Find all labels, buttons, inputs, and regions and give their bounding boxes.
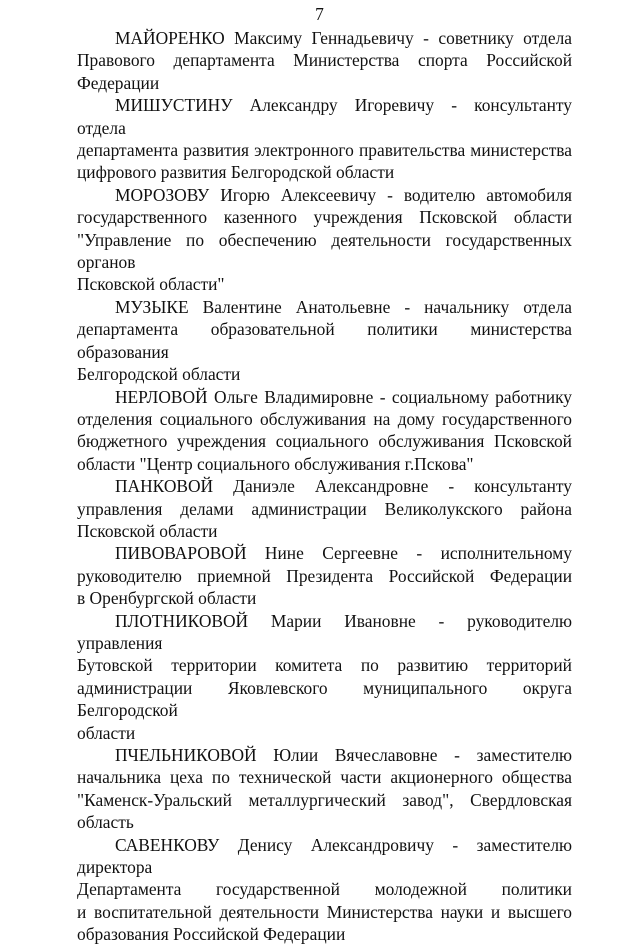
entry-line: МОРОЗОВУ Игорю Алексеевичу - водителю автомобиля — [115, 184, 572, 205]
entry-line: бюджетного учреждения социального обслуживания Псковской — [77, 431, 572, 452]
entry-line: САВЕНКОВУ Денису Александровичу - заместителю директора — [77, 834, 572, 878]
page-number: 7 — [315, 4, 324, 24]
entry-line: департамента образовательной политики министерства образования — [77, 319, 572, 362]
entry-line: цифрового развития Белгородской области — [77, 162, 395, 183]
entry-line: Белгородской области — [77, 364, 241, 385]
entry-line: и воспитательной деятельности Министерства науки и высшего — [77, 901, 572, 922]
entry-line: администрации Яковлевского муниципального округа Белгородской — [77, 677, 572, 721]
entry-line: управления делами администрации Великолукского района — [77, 498, 572, 519]
entry-muzyka — [77, 296, 572, 386]
entry-line: Псковской области" — [77, 274, 225, 295]
entry-line: ПИВОВАРОВОЙ Нине Сергеевне - исполнительному — [115, 543, 572, 564]
entry-morozov — [77, 184, 572, 296]
entry-line: ПЧЕЛЬНИКОВОЙ Юлии Вячеславовне - заместителю — [115, 745, 572, 765]
entry-line: образования Российской Федерации — [77, 924, 346, 945]
entry-line: начальника цеха по технической части акционерного общества — [77, 767, 572, 788]
entry-line: государственного казенного учреждения Псковской области — [77, 207, 572, 228]
entry-savenkov — [77, 834, 572, 946]
document-body — [77, 27, 572, 946]
entry-line: Федерации — [77, 72, 160, 93]
entry-line: департамента развития электронного правительства министерства — [77, 140, 572, 161]
entry-line: руководителю приемной Президента Российской Федерации — [77, 565, 572, 586]
entry-line: "Каменск-Уральский металлургический завод", Свердловская область — [77, 789, 572, 833]
entry-line: МИШУСТИНУ Александру Игоревичу - консультанту отдела — [77, 95, 572, 138]
entry-pchelnikova — [77, 744, 572, 834]
entry-line: МАЙОРЕНКО Максиму Геннадьевичу - советнику отдела — [115, 28, 572, 48]
entry-line: МУЗЫКЕ Валентине Анатольевне - начальнику отдела — [115, 296, 572, 317]
entry-line: ПЛОТНИКОВОЙ Марии Ивановне - руководителю управления — [77, 610, 572, 653]
entry-line: области — [77, 722, 136, 743]
entry-mayorenko — [77, 27, 572, 94]
entry-line: Псковской области — [77, 520, 218, 541]
entry-line: НЕРЛОВОЙ Ольге Владимировне - социальному работнику — [115, 386, 572, 407]
entry-line: Правового департамента Министерства спорта Российской — [77, 50, 572, 71]
entry-nerlova — [77, 386, 572, 476]
entry-line: ПАНКОВОЙ Даниэле Александровне - консультанту — [115, 476, 572, 497]
entry-line: "Управление по обеспечению деятельности государственных органов — [77, 229, 572, 273]
entry-pivovarova — [77, 542, 572, 609]
entry-line: Департамента государственной молодежной политики — [77, 879, 572, 900]
entry-line: области "Центр социального обслуживания г.Пскова" — [77, 453, 474, 474]
entry-line: в Оренбургской области — [77, 588, 257, 609]
entry-plotnikova — [77, 610, 572, 744]
entry-mishustin — [77, 94, 572, 184]
entry-line: отделения социального обслуживания на дому государственного — [77, 408, 572, 429]
entry-line: Бутовской территории комитета по развитию территорий — [77, 655, 572, 676]
entry-pankova — [77, 475, 572, 542]
